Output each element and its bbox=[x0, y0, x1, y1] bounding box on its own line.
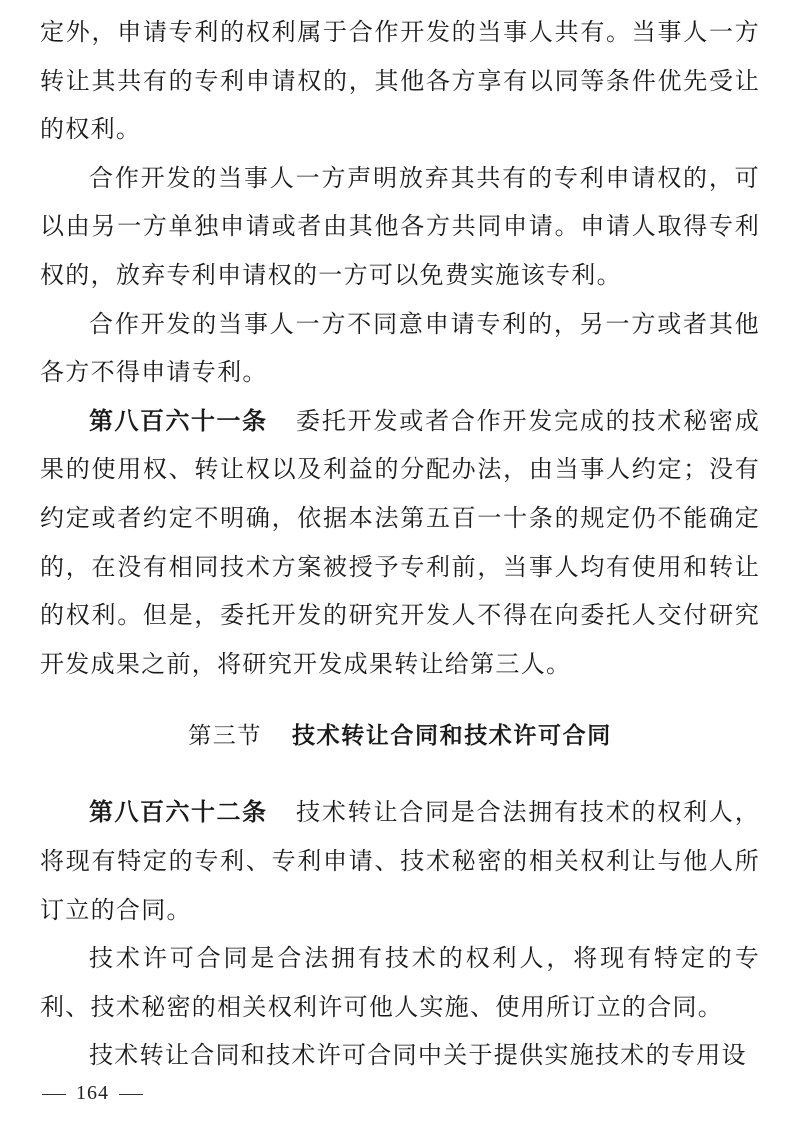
page-footer bbox=[32, 1082, 153, 1105]
paragraph-disagreement: 合作开发的当事人一方不同意申请专利的，另一方或者其他各方不得申请专利。 bbox=[40, 309, 760, 387]
paragraph-equipment: 技术转让合同和技术许可合同中关于提供实施技术的专用设 bbox=[89, 1041, 747, 1070]
article-text: 技术转让合同是合法拥有技术的权利人，将现有特定的专利、专利申请、技术秘密的相关权利让与他人所订立的合同。 bbox=[40, 798, 760, 924]
page-number: 164 bbox=[76, 1082, 109, 1104]
document-page bbox=[40, 8, 760, 1080]
paragraph-continuation: 定外，申请专利的权利属于合作开发的当事人共有。当事人一方转让其共有的专利申请权的，其他各方享有以同等条件优先受让的权利。 bbox=[40, 18, 760, 144]
article-number: 第八百六十一条 bbox=[89, 406, 268, 435]
dash-right bbox=[119, 1094, 143, 1095]
section-number: 第三节 bbox=[188, 723, 262, 750]
section-title: 技术转让合同和技术许可合同 bbox=[292, 723, 612, 750]
article-text: 委托开发或者合作开发完成的技术秘密成果的使用权、转让权以及利益的分配办法，由当事人约定；没有约定或者约定不明确，依据本法第五百一十条的规定仍不能确定的，在没有相同技术方案被授予专利前，当事人均有使用和转让的权利。但是，委托开发的研究开发人不得在向委托人交付研究开发成果之前，将研究开发成果转让给第三人。 bbox=[40, 406, 760, 678]
article-862 bbox=[40, 788, 760, 934]
section-heading bbox=[40, 688, 760, 788]
article-number: 第八百六十二条 bbox=[89, 798, 268, 827]
paragraph-license-contract: 技术许可合同是合法拥有技术的权利人，将现有特定的专利、技术秘密的相关权利许可他人实施、使用所订立的合同。 bbox=[40, 944, 760, 1021]
article-861 bbox=[40, 397, 760, 689]
dash-left bbox=[42, 1094, 66, 1095]
paragraph-waiver: 合作开发的当事人一方声明放弃其共有的专利申请权的，可以由另一方单独申请或者由其他各方共同申请。申请人取得专利权的，放弃专利申请权的一方可以免费实施该专利。 bbox=[40, 163, 760, 289]
